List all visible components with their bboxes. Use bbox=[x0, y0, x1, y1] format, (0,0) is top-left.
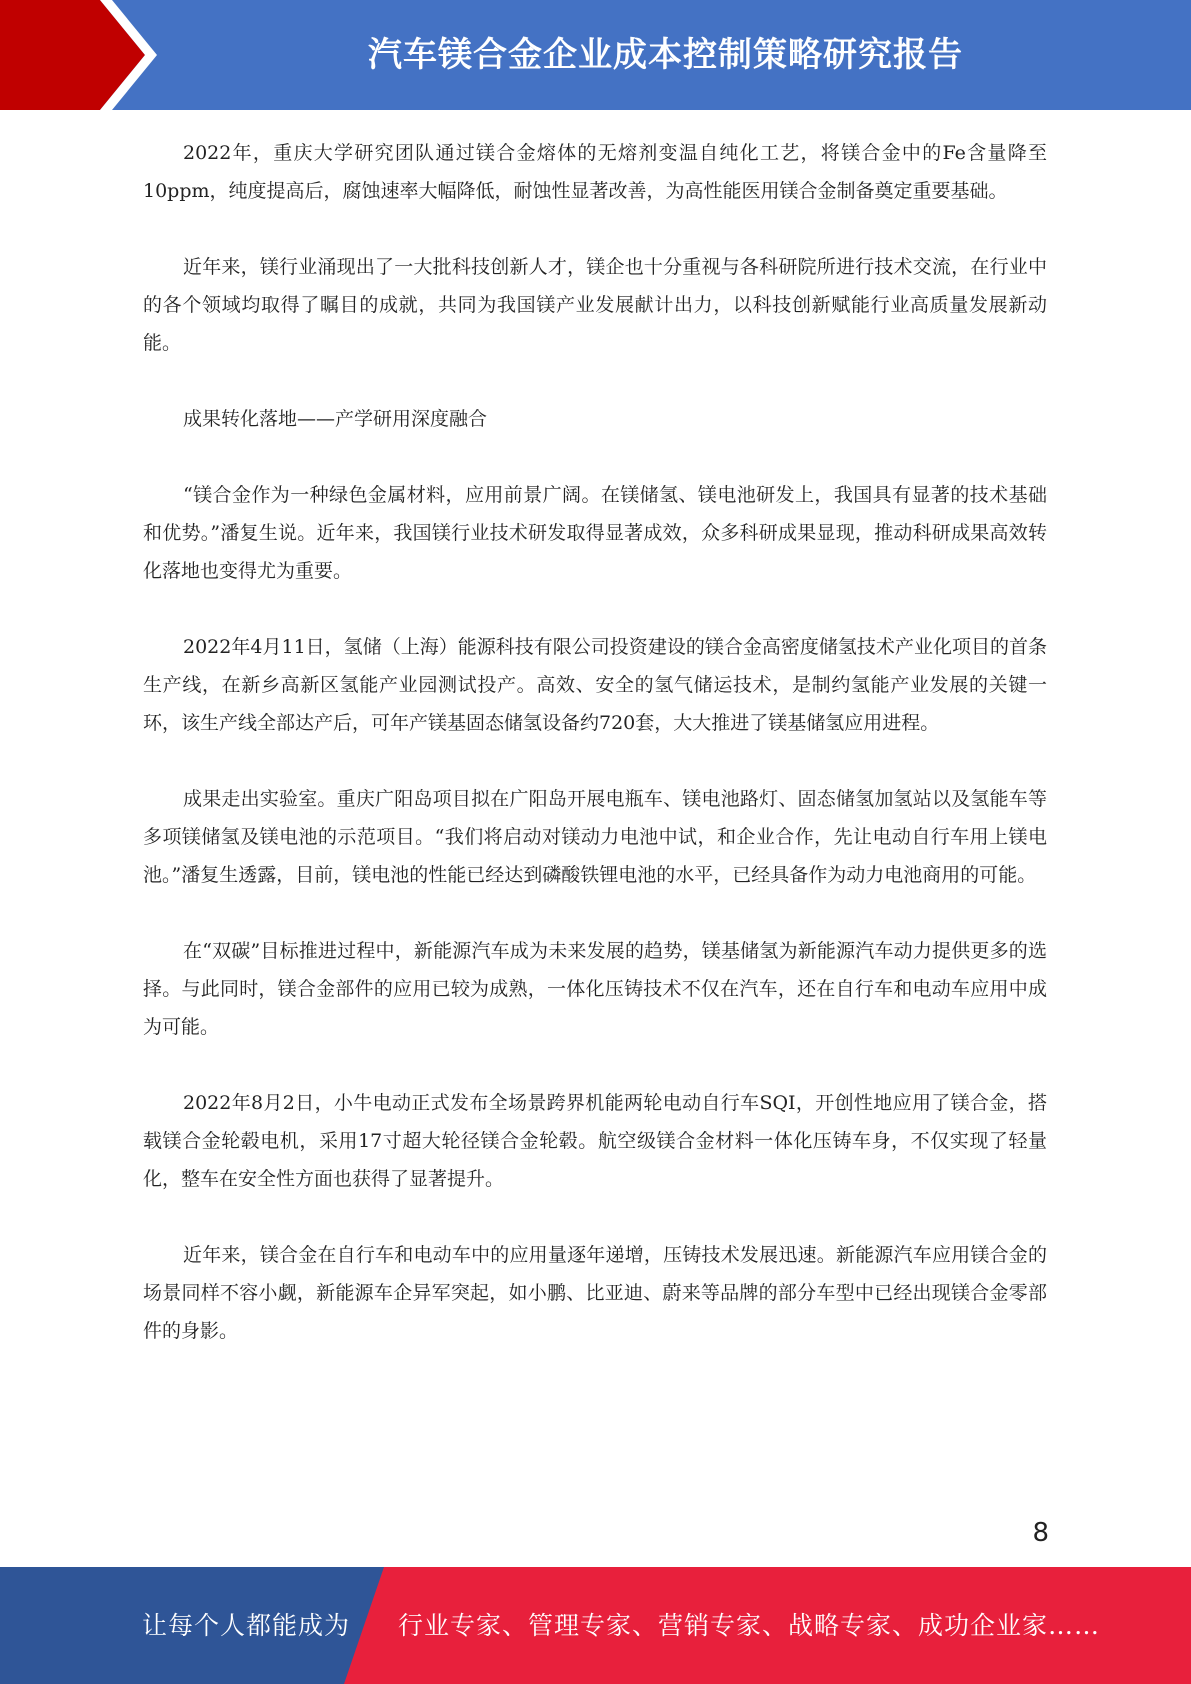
section-heading: 成果转化落地——产学研用深度融合 bbox=[183, 408, 488, 430]
footer-band bbox=[0, 1567, 1191, 1684]
report-title: 汽车镁合金企业成本控制策略研究报告 bbox=[368, 35, 963, 75]
paragraph: 近年来，镁行业涌现出了一大批科技创新人才，镁企也十分重视与各科研院所进行技术交流，在行业中的各个领域均取得了瞩目的成就，共同为我国镁产业发展献计出力，以科技创新赋能行业高质量发展新动能。 bbox=[143, 256, 1047, 354]
page-number: 8 bbox=[1032, 1518, 1049, 1548]
paragraph: 2022年8月2日，小牛电动正式发布全场景跨界机能两轮电动自行车SQI，开创性地应用了镁合金，搭载镁合金轮毂电机，采用17寸超大轮径镁合金轮毂。航空级镁合金材料一体化压铸车身，不仅实现了轻量化，整车在安全性方面也获得了显著提升。 bbox=[143, 1092, 1047, 1190]
footer-slogan-left: 让每个人都能成为 bbox=[142, 1611, 351, 1640]
article-body bbox=[143, 134, 1047, 1388]
paragraph: 在“双碳”目标推进过程中，新能源汽车成为未来发展的趋势，镁基储氢为新能源汽车动力提供更多的选择。与此同时，镁合金部件的应用已较为成熟，一体化压铸技术不仅在汽车，还在自行车和电动车应用中成为可能。 bbox=[143, 940, 1047, 1038]
footer-slogan-right: 行业专家、管理专家、营销专家、战略专家、成功企业家…… bbox=[398, 1611, 1101, 1640]
paragraph: “镁合金作为一种绿色金属材料，应用前景广阔。在镁储氢、镁电池研发上，我国具有显著的技术基础和优势。”潘复生说。近年来，我国镁行业技术研发取得显著成效，众多科研成果显现，推动科研成果高效转化落地也变得尤为重要。 bbox=[143, 484, 1047, 582]
paragraph: 成果走出实验室。重庆广阳岛项目拟在广阳岛开展电瓶车、镁电池路灯、固态储氢加氢站以及氢能车等多项镁储氢及镁电池的示范项目。“我们将启动对镁动力电池中试，和企业合作，先让电动自行车用上镁电池。”潘复生透露，目前，镁电池的性能已经达到磷酸铁锂电池的水平，已经具备作为动力电池商用的可能。 bbox=[143, 788, 1047, 886]
paragraph: 近年来，镁合金在自行车和电动车中的应用量逐年递增，压铸技术发展迅速。新能源汽车应用镁合金的场景同样不容小觑，新能源车企异军突起，如小鹏、比亚迪、蔚来等品牌的部分车型中已经出现镁合金零部件的身影。 bbox=[143, 1244, 1047, 1342]
chevron-arrow-icon bbox=[0, 0, 160, 110]
paragraph: 2022年4月11日，氢储（上海）能源科技有限公司投资建设的镁合金高密度储氢技术产业化项目的首条生产线，在新乡高新区氢能产业园测试投产。高效、安全的氢气储运技术，是制约氢能产业发展的关键一环，该生产线全部达产后，可年产镁基固态储氢设备约720套，大大推进了镁基储氢应用进程。 bbox=[143, 636, 1047, 734]
header-band bbox=[0, 0, 1191, 110]
paragraph: 2022年，重庆大学研究团队通过镁合金熔体的无熔剂变温自纯化工艺，将镁合金中的Fe含量降至10ppm，纯度提高后，腐蚀速率大幅降低，耐蚀性显著改善，为高性能医用镁合金制备奠定重要基础。 bbox=[143, 142, 1047, 202]
